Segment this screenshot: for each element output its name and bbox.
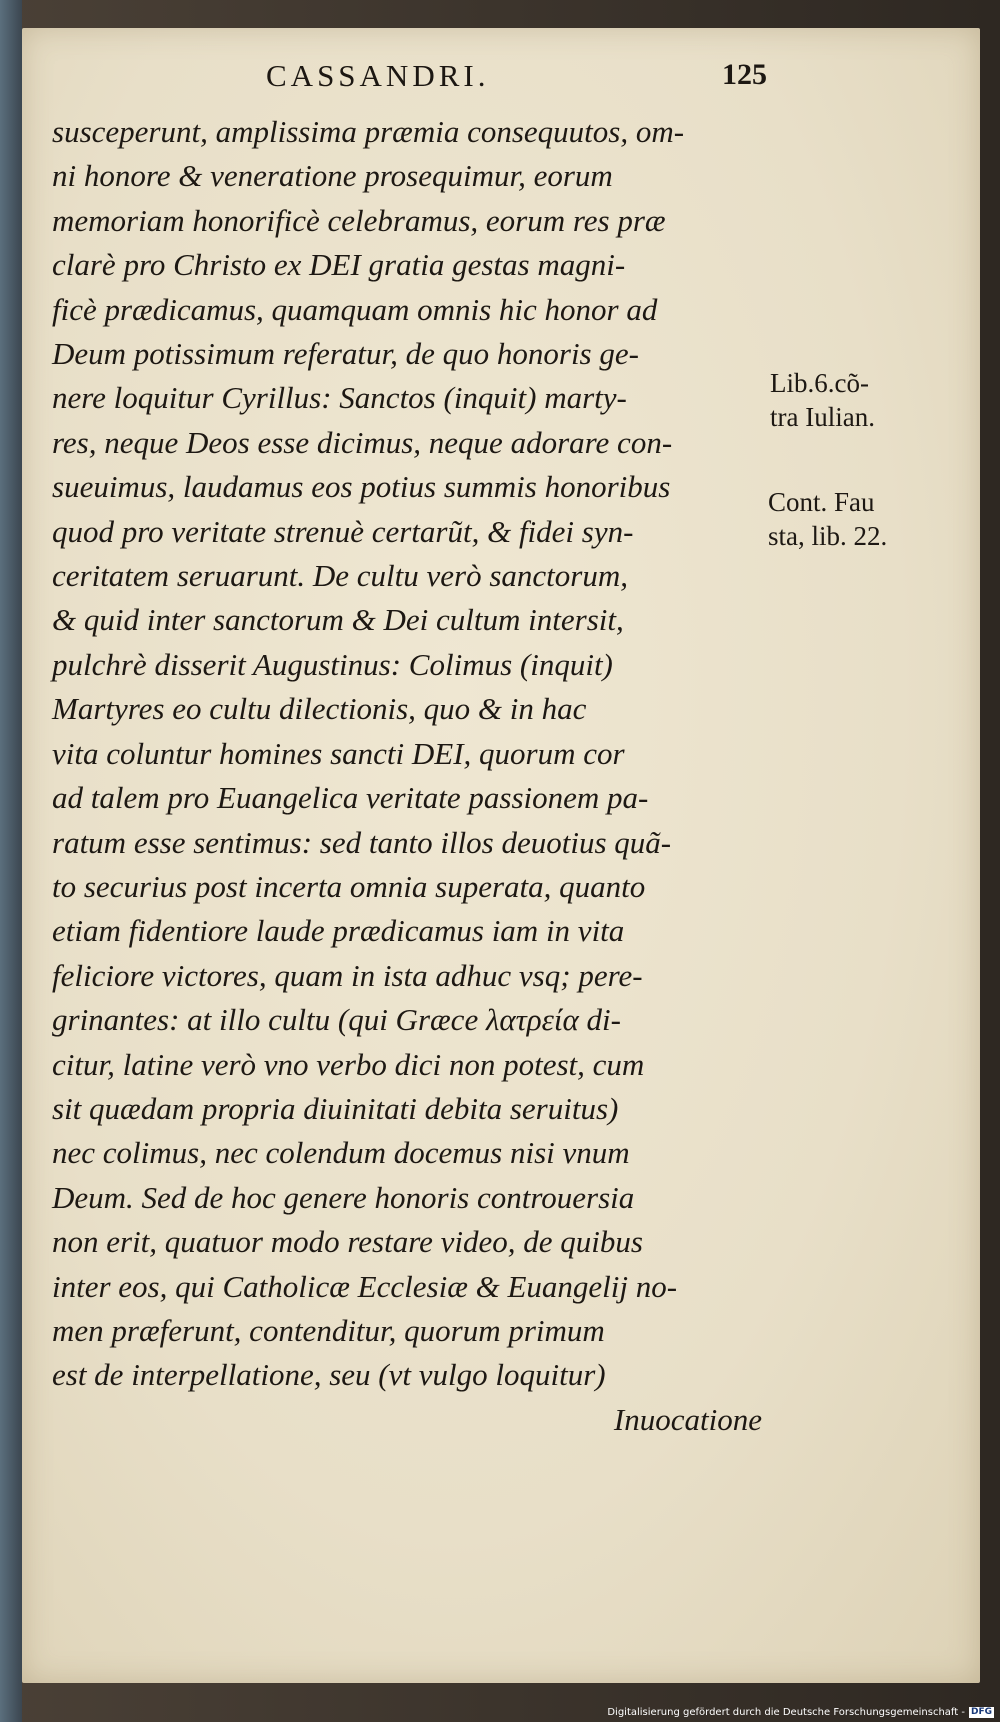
text-line: inter eos, qui Catholicæ Ecclesiæ & Euangelij no-: [52, 1268, 678, 1304]
text-line: non erit, quatuor modo restare video, de quibus: [52, 1224, 643, 1260]
text-line: nec colimus, nec colendum docemus nisi vnum: [52, 1135, 630, 1171]
text-line: ad talem pro Euangelica veritate passionem pa-: [52, 780, 649, 816]
text-line: est de interpellatione, seu (vt vulgo loquitur): [52, 1357, 606, 1393]
catchword: Inuocatione: [613, 1401, 762, 1437]
text-line: memoriam honorificè celebramus, eorum res præ: [52, 202, 666, 238]
text-line: & quid inter sanctorum & Dei cultum intersit,: [52, 602, 624, 638]
dfg-logo: DFG: [970, 1707, 992, 1717]
marginal-note-cyril: [770, 366, 875, 434]
marginal-note-augustine: [768, 485, 887, 553]
text-line: grinantes: at illo cultu (qui Græce λατρεία di-: [52, 1002, 621, 1038]
marginal-note-line: Cont. Fau: [768, 487, 875, 517]
marginal-note-line: sta, lib. 22.: [768, 521, 888, 551]
marginal-note-line: tra Iulian.: [770, 402, 875, 432]
text-line: men præferunt, contenditur, quorum primum: [52, 1312, 605, 1348]
text-line: res, neque Deos esse dicimus, neque adorare con-: [52, 424, 673, 460]
text-line: susceperunt, amplissima præmia consequutos, om-: [52, 114, 685, 149]
text-line: ni honore & veneratione prosequimur, eorum: [52, 158, 613, 194]
text-line: ceritatem seruarunt. De cultu verò sanctorum,: [52, 558, 628, 594]
text-line: nere loquitur Cyrillus: Sanctos (inquit) marty-: [52, 380, 627, 416]
text-line: Deum potissimum referatur, de quo honoris ge-: [52, 336, 639, 372]
text-line: feliciore victores, quam in ista adhuc vsq; pere-: [52, 957, 643, 993]
text-line: quod pro veritate strenuè certarũt, & fidei syn-: [52, 513, 634, 549]
text-line: to securius post incerta omnia superata, quanto: [52, 868, 646, 904]
running-head: CASSANDRI.: [266, 58, 490, 93]
body-text: [52, 110, 762, 1442]
text-line: Martyres eo cultu dilectionis, quo & in hac: [52, 691, 587, 727]
text-line: sit quædam propria diuinitati debita seruitus): [52, 1090, 619, 1126]
text-line: pulchrè disserit Augustinus: Colimus (inquit): [52, 646, 613, 682]
text-line: citur, latine verò vno verbo dici non potest, cum: [52, 1046, 645, 1082]
page-number: 125: [722, 58, 767, 91]
digitization-credit: [607, 1707, 994, 1718]
text-line: ficè prædicamus, quamquam omnis hic honor ad: [52, 291, 658, 327]
credit-text: Digitalisierung gefördert durch die Deutsche Forschungsgemeinschaft -: [607, 1707, 965, 1718]
text-line: vita coluntur homines sancti DEI, quorum cor: [52, 735, 625, 771]
text-line: ratum esse sentimus: sed tanto illos deuotius quã-: [52, 824, 672, 860]
text-line: Deum. Sed de hoc genere honoris controuersia: [52, 1179, 635, 1215]
marginal-note-line: Lib.6.cõ-: [770, 368, 869, 398]
text-line: etiam fidentiore laude prædicamus iam in vita: [52, 913, 625, 949]
scan-edge: [0, 0, 22, 1722]
text-line: clarè pro Christo ex DEI gratia gestas magni-: [52, 247, 626, 283]
text-line: sueuimus, laudamus eos potius summis honoribus: [52, 469, 671, 505]
